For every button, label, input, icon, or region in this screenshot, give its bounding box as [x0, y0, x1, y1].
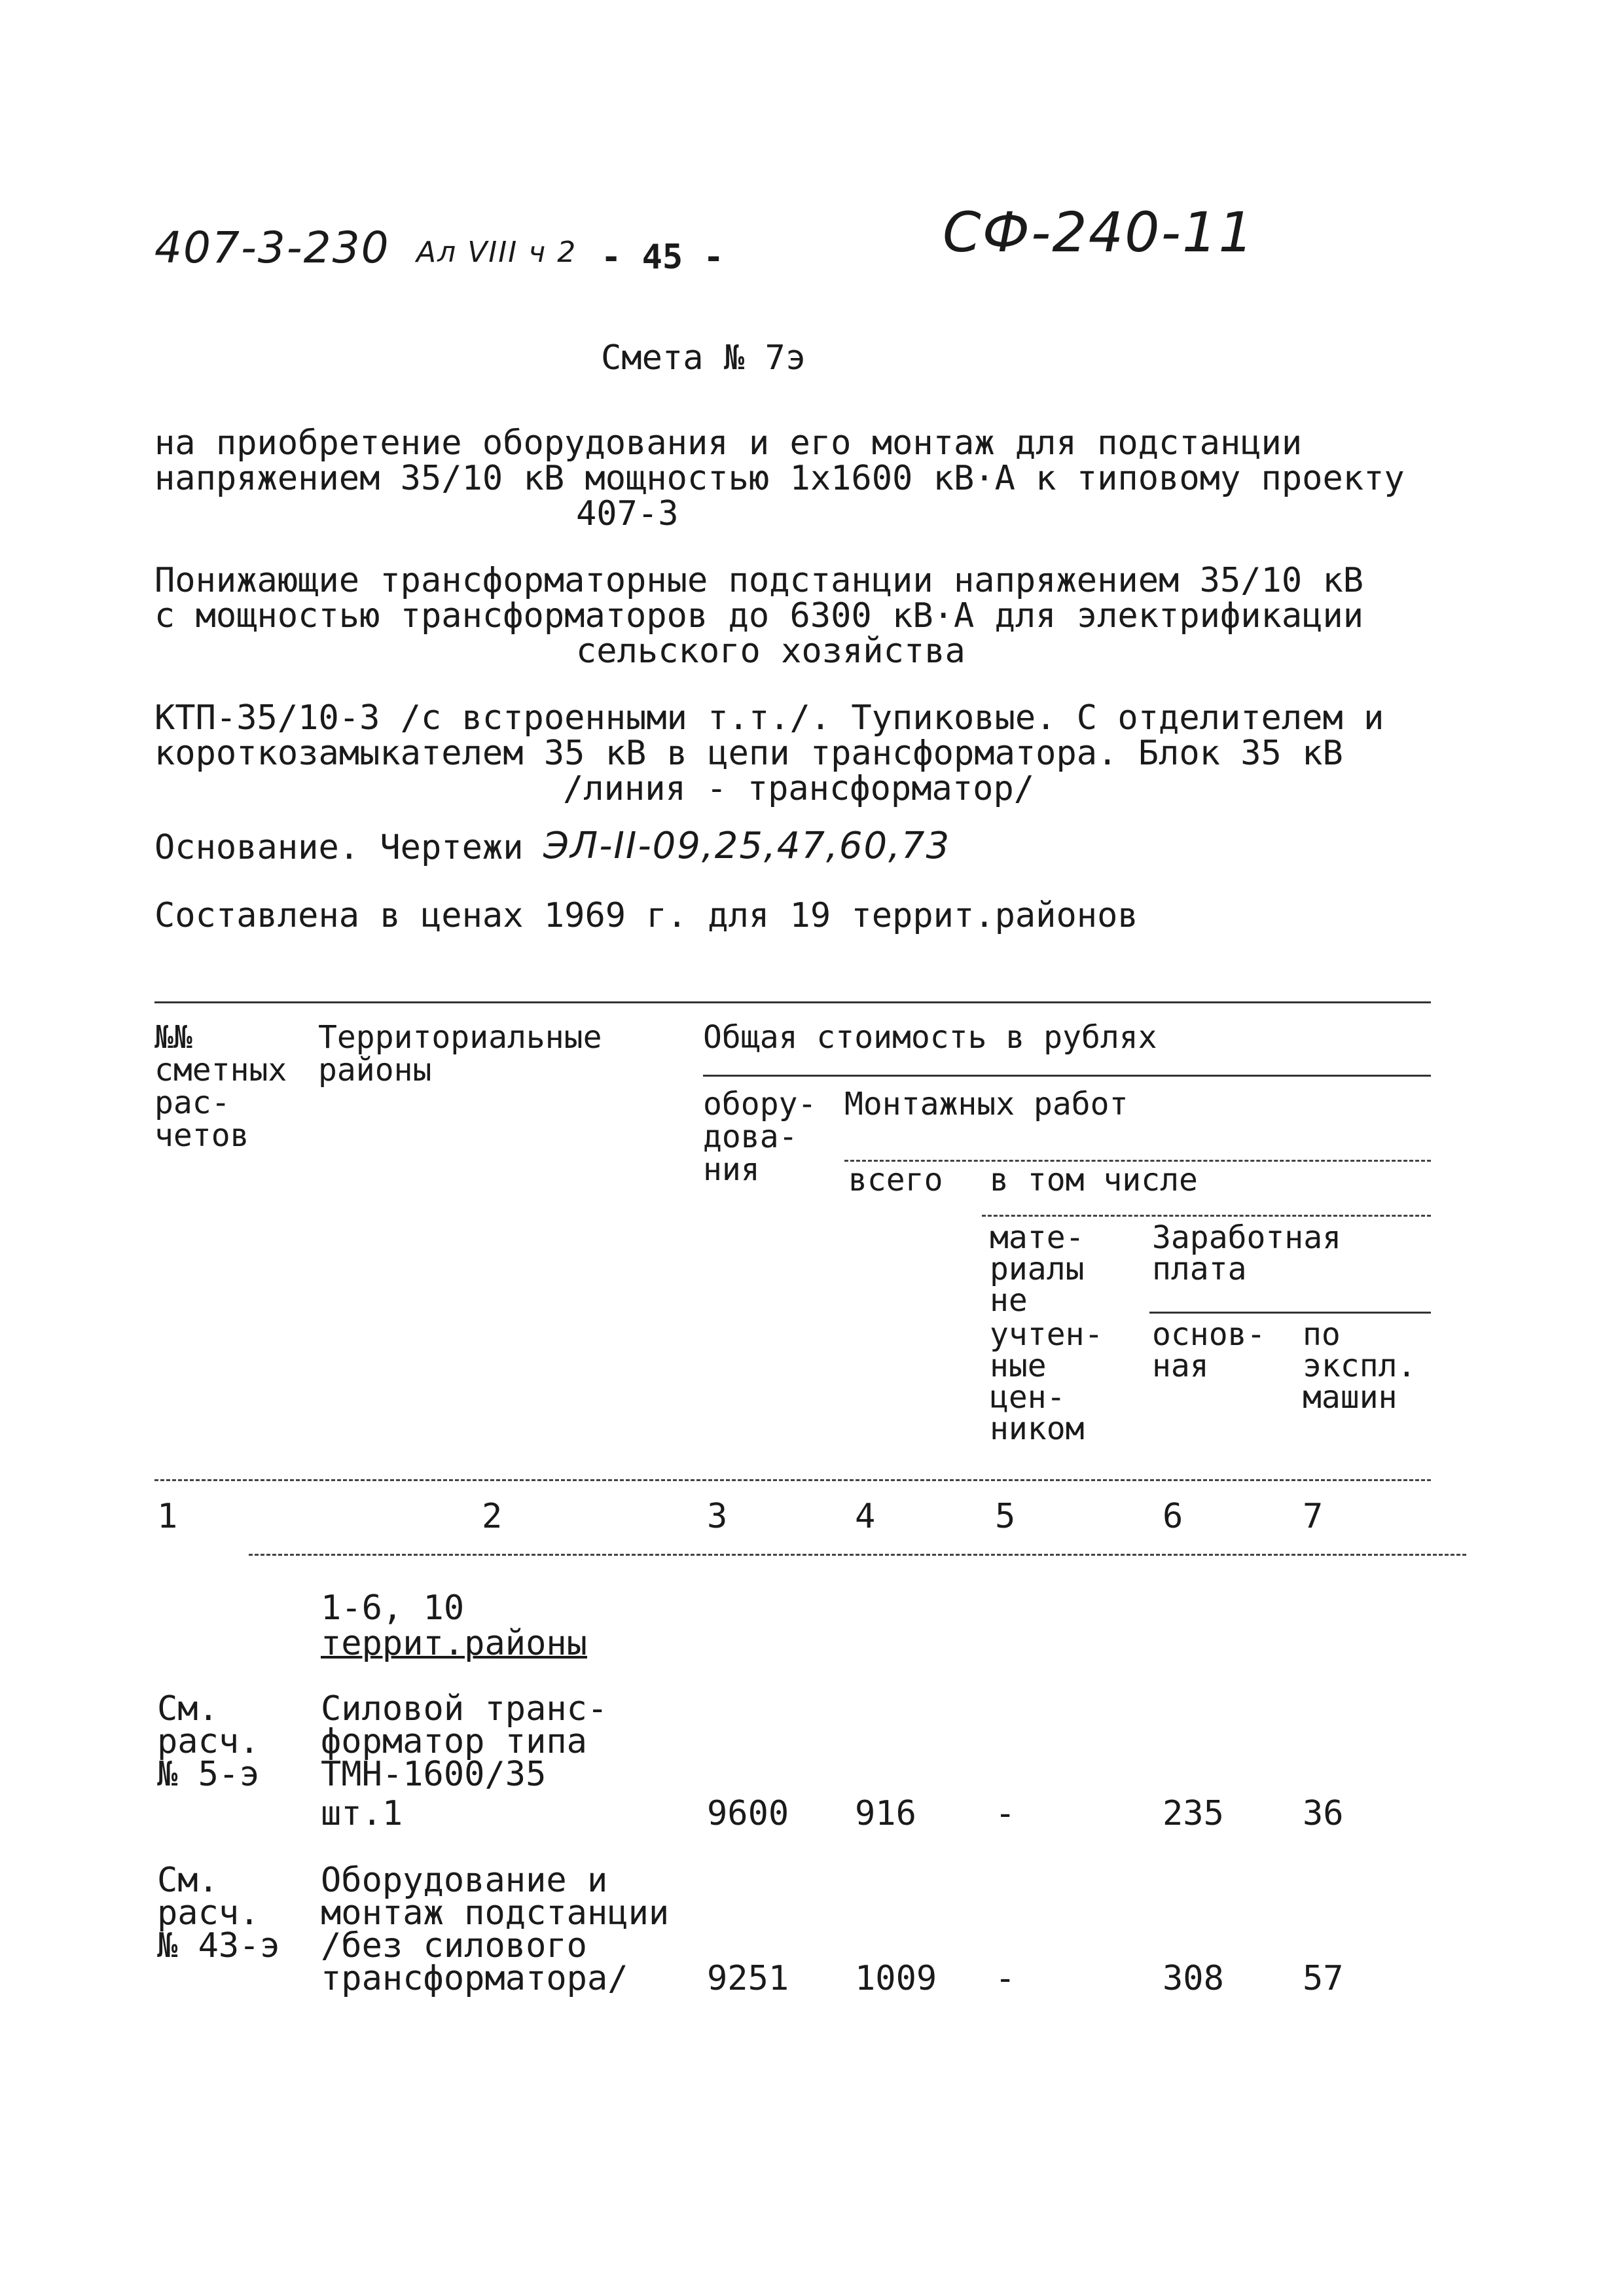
row2-installation-total: 1009: [855, 1959, 937, 1998]
col-number-2: 2: [482, 1497, 503, 1536]
row1-ref-line-3: № 5-э: [157, 1755, 260, 1794]
row2-ref-line-3: № 43-э: [157, 1926, 280, 1965]
variant-line-3: /линия - трансформатор/: [563, 769, 1035, 808]
hdr-col1-line-4: четов: [154, 1117, 249, 1154]
hdr-machines-line-1: по: [1303, 1316, 1341, 1353]
row1-materials: -: [995, 1794, 1016, 1833]
hdr-machines-line-3: машин: [1303, 1379, 1398, 1416]
row2-ref-line-1: См.: [157, 1861, 219, 1900]
col-number-7: 7: [1303, 1497, 1324, 1536]
hdr-total: всего: [848, 1162, 943, 1198]
hdr-machines-line-2: экспл.: [1303, 1348, 1416, 1384]
hdr-basic-line-2: ная: [1152, 1348, 1209, 1384]
album-mark: Ал VIII ч 2: [416, 236, 577, 269]
row1-name-line-2: форматор типа: [321, 1722, 587, 1761]
hdr-col1-line-1: №№: [154, 1019, 192, 1056]
stamp-code: СФ-240-11: [943, 200, 1255, 264]
row2-wages-basic: 308: [1163, 1959, 1224, 1998]
row1-ref-line-1: См.: [157, 1689, 219, 1729]
variant-line-1: КТП-35/10-3 /с встроенными т.т./. Тупиковые. С отделителем и: [154, 698, 1384, 738]
row2-name-line-4: трансформатора/: [321, 1959, 628, 1998]
hdr-wages-line-1: Заработная: [1152, 1219, 1341, 1256]
row1-name-line-4: шт.1: [321, 1794, 403, 1833]
compiled-note: Составлена в ценах 1969 г. для 19 террит.районов: [154, 896, 1138, 935]
series-line-1: Понижающие трансформаторные подстанции напряжением 35/10 кВ: [154, 561, 1364, 600]
col-number-3: 3: [707, 1497, 728, 1536]
hdr-wages-line-2: плата: [1152, 1251, 1247, 1287]
doc-code: 407-3-230: [154, 223, 390, 273]
section-districts: 1-6, 10: [321, 1588, 465, 1628]
rule-under-wages: [1149, 1312, 1431, 1314]
row1-name-line-3: ТМН-1600/35: [321, 1755, 547, 1794]
row2-wages-machines: 57: [1303, 1959, 1344, 1998]
variant-line-2: короткозамыкателем 35 кВ в цепи трансформатора. Блок 35 кВ: [154, 734, 1343, 773]
basis-label: Основание. Чертежи: [154, 828, 524, 867]
estimate-heading: Смета № 7э: [601, 338, 806, 378]
row1-equipment-cost: 9600: [707, 1794, 789, 1833]
row2-materials: -: [995, 1959, 1016, 1998]
hdr-materials-line-6: цен-: [990, 1379, 1066, 1416]
purpose-line-1: на приобретение оборудования и его монтаж для подстанции: [154, 423, 1303, 463]
hdr-materials-line-4: учтен-: [990, 1316, 1104, 1353]
page-number: - 45 -: [601, 238, 724, 277]
row2-ref-line-2: расч.: [157, 1893, 260, 1933]
purpose-line-2: напряжением 35/10 кВ мощностью 1х1600 кВ·А к типовому проекту: [154, 459, 1405, 498]
hdr-equipment-line-3: ния: [703, 1151, 760, 1188]
purpose-line-3: 407-3: [576, 494, 679, 533]
table-top-rule: [154, 1001, 1431, 1003]
row1-name-line-1: Силовой транс-: [321, 1689, 608, 1729]
row1-installation-total: 916: [855, 1794, 916, 1833]
hdr-equipment-line-2: дова-: [703, 1119, 798, 1155]
section-districts-label: террит.районы: [321, 1624, 587, 1663]
hdr-materials-line-2: риалы: [990, 1251, 1085, 1287]
hdr-col1-line-3: рас-: [154, 1085, 230, 1121]
col-numbers-rule: [249, 1554, 1466, 1556]
hdr-total-cost: Общая стоимость в рублях: [703, 1019, 1157, 1056]
row2-equipment-cost: 9251: [707, 1959, 789, 1998]
row1-ref-line-2: расч.: [157, 1722, 260, 1761]
hdr-materials-line-3: не: [990, 1282, 1028, 1319]
row2-name-line-1: Оборудование и: [321, 1861, 608, 1900]
col-number-5: 5: [995, 1497, 1016, 1536]
row2-name-line-2: монтаж подстанции: [321, 1893, 670, 1933]
hdr-col1-line-2: сметных: [154, 1052, 287, 1088]
basis-drawings: ЭЛ-II-09,25,47,60,73: [543, 825, 951, 867]
row2-name-line-3: /без силового: [321, 1926, 587, 1965]
hdr-materials-line-5: ные: [990, 1348, 1047, 1384]
hdr-col2-line-2: районы: [318, 1052, 432, 1088]
hdr-equipment-line-1: обору-: [703, 1086, 817, 1122]
col-number-4: 4: [855, 1497, 876, 1536]
series-line-3: сельского хозяйства: [576, 632, 965, 671]
hdr-materials-line-1: мате-: [990, 1219, 1085, 1256]
series-line-2: с мощностью трансформаторов до 6300 кВ·А для электрификации: [154, 596, 1364, 636]
col-number-1: 1: [157, 1497, 178, 1536]
hdr-including: в том числе: [990, 1162, 1198, 1198]
header-bottom-rule: [154, 1479, 1431, 1481]
hdr-materials-line-7: ником: [990, 1410, 1085, 1447]
rule-under-total-cost: [703, 1075, 1431, 1077]
row1-wages-machines: 36: [1303, 1794, 1344, 1833]
col-number-6: 6: [1163, 1497, 1183, 1536]
rule-under-including: [982, 1215, 1431, 1217]
hdr-basic-line-1: основ-: [1152, 1316, 1266, 1353]
hdr-installation: Монтажных работ: [844, 1086, 1128, 1122]
hdr-col2-line-1: Территориальные: [318, 1019, 602, 1056]
row1-wages-basic: 235: [1163, 1794, 1224, 1833]
